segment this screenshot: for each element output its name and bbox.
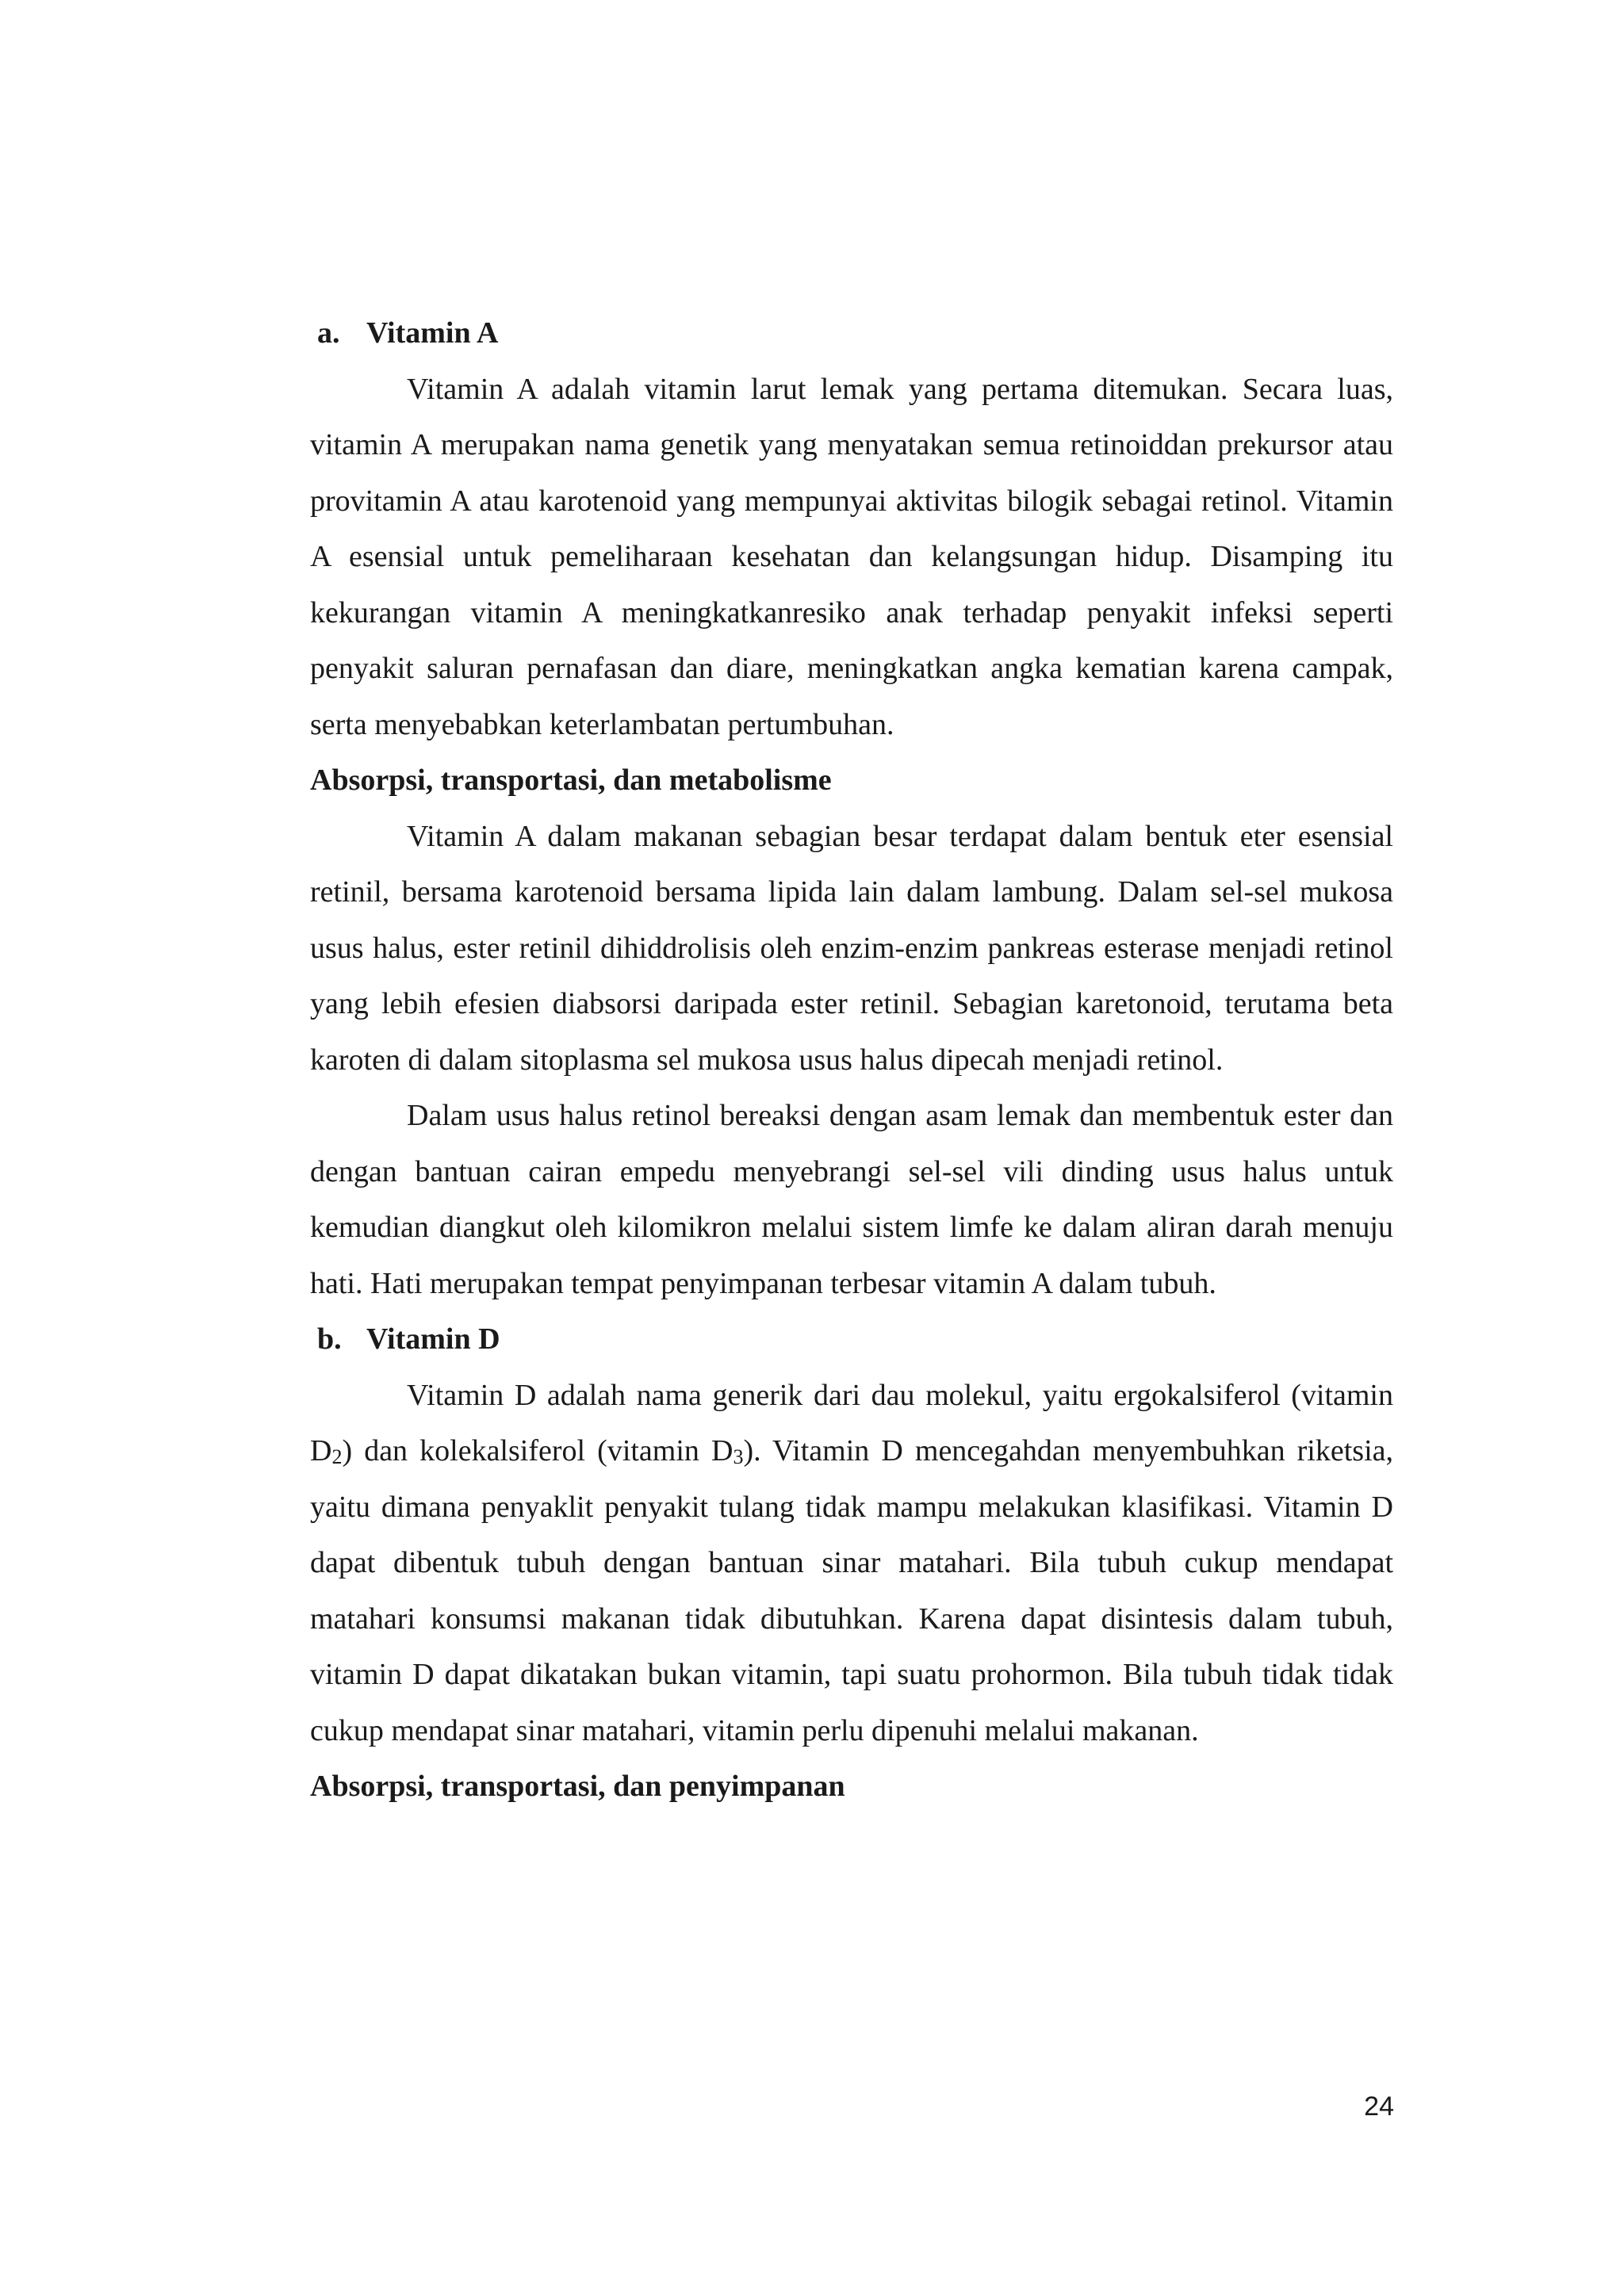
subscript: 2	[331, 1445, 343, 1468]
subscript: 3	[733, 1445, 744, 1468]
page-number: 24	[1364, 2091, 1394, 2122]
subheading-absorpsi-penyimpanan: Absorpsi, transportasi, dan penyimpanan	[310, 1770, 845, 1803]
paragraph-vitamin-d-intro	[310, 1368, 1393, 1759]
section-heading-vitamin-a	[310, 305, 1393, 362]
text-run: ). Vitamin D mencegahdan menyembuhkan riketsia, yaitu dimana penyaklit penyakit tulang tidak mampu melakukan klasifikasi. Vitamin D dapat dibentuk tubuh dengan bantuan sinar matahari. Bila tubuh cukup mendapat matahari konsumsi makanan tidak dibutuhkan. Karena dapat disintesis dalam tubuh, vitamin D dapat dikatakan bukan vitamin, tapi suatu prohormon. Bila tubuh tidak tidak cukup mendapat sinar matahari, vitamin perlu dipenuhi melalui makanan.	[310, 1434, 1394, 1747]
paragraph-vitamin-a-intro: Vitamin A adalah vitamin larut lemak yang pertama ditemukan. Secara luas, vitamin A merupakan nama genetik yang menyatakan semua retinoiddan prekursor atau provitamin A atau karotenoid yang mempunyai aktivitas bilogik sebagai retinol. Vitamin A esensial untuk pemeliharaan kesehatan dan kelangsungan hidup. Disamping itu kekurangan vitamin A meningkatkanresiko anak terhadap penyakit infeksi seperti penyakit saluran pernafasan dan diare, meningkatkan angka kematian karena campak, serta menyebabkan keterlambatan pertumbuhan.	[310, 372, 1393, 741]
paragraph-absorption-2: Dalam usus halus retinol bereaksi dengan asam lemak dan membentuk ester dan dengan bantuan cairan empedu menyebrangi sel-sel vili dinding usus halus untuk kemudian diangkut oleh kilomikron melalui sistem limfe ke dalam aliran darah menuju hati. Hati merupakan tempat penyimpanan terbesar vitamin A dalam tubuh.	[310, 1099, 1393, 1300]
section-title: Vitamin A	[366, 316, 499, 350]
text-run: Vitamin D adalah nama generik dari dau molekul, yaitu ergokalsiferol (vitamin D	[310, 1378, 1393, 1468]
paragraph-absorption-1: Vitamin A dalam makanan sebagian besar terdapat dalam bentuk eter esensial retinil, bersama karotenoid bersama lipida lain dalam lambung. Dalam sel-sel mukosa usus halus, ester retinil dihiddrolisis oleh enzim-enzim pankreas esterase menjadi retinol yang lebih efesien diabsorsi daripada ester retinil. Sebagian karetonoid, terutama beta karoten di dalam sitoplasma sel mukosa usus halus dipecah menjadi retinol.	[310, 819, 1393, 1077]
subheading-absorpsi-metabolisme: Absorpsi, transportasi, dan metabolisme	[310, 763, 832, 797]
list-marker: a.	[317, 316, 340, 350]
text-run: ) dan kolekalsiferol (vitamin D	[342, 1434, 733, 1468]
page-body	[310, 305, 1393, 1815]
section-heading-vitamin-d	[310, 1311, 1393, 1368]
list-marker: b.	[317, 1322, 342, 1356]
section-title: Vitamin D	[366, 1322, 500, 1356]
